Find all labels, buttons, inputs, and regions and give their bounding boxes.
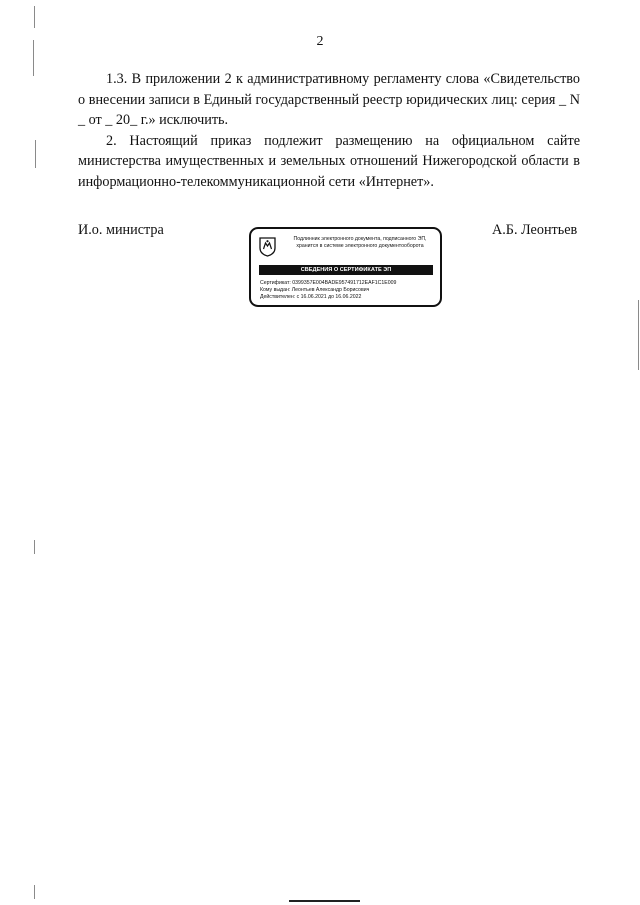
signer-role: И.о. министра <box>78 222 164 238</box>
page-number: 2 <box>316 34 324 49</box>
stamp-valid-label: Действителен: <box>260 294 296 300</box>
scan-artifact <box>33 40 34 76</box>
electronic-signature-stamp <box>249 227 442 307</box>
scan-artifact <box>34 6 35 28</box>
stamp-header-line: хранится в системе электронного документооборота <box>296 243 424 249</box>
signer-name: А.Б. Леонтьев <box>492 222 578 238</box>
scan-artifact <box>34 885 35 899</box>
stamp-issued-to-row <box>260 287 436 294</box>
stamp-header-line: Подлинник электронного документа, подписанного ЭП, <box>293 236 427 242</box>
coat-of-arms-icon <box>259 237 276 257</box>
stamp-header <box>281 236 439 250</box>
stamp-valid-row <box>260 294 436 301</box>
stamp-certificate-bar: СВЕДЕНИЯ О СЕРТИФИКАТЕ ЭП <box>259 265 433 275</box>
scan-artifact <box>34 540 35 554</box>
scan-artifact <box>638 300 639 370</box>
stamp-issued-to-label: Кому выдан: <box>260 287 291 293</box>
bottom-edge-line <box>289 900 360 902</box>
stamp-certificate-label: Сертификат: <box>260 280 291 286</box>
document-body <box>78 69 580 192</box>
stamp-details <box>260 280 436 301</box>
stamp-issued-to-value: Леонтьев Александр Борисович <box>291 287 370 293</box>
paragraph-2: 2. Настоящий приказ подлежит размещению на официальном сайте министерства имущественных и земельных отношений Нижегородской области в информационно-телекоммуникационной сети «Интернет». <box>78 132 580 190</box>
scan-artifact <box>35 140 36 168</box>
stamp-certificate-row <box>260 280 436 287</box>
stamp-certificate-value: 0399357E004BADE957491712EAF1C1E009 <box>292 280 397 286</box>
paragraph-1-3: 1.3. В приложении 2 к административному регламенту слова «Свидетельство о внесении записи в Единый государственный реестр юридических лиц: серия _ N _ от _ 20_ г.» исключить. <box>78 71 580 128</box>
stamp-valid-value: с 16.06.2021 до 16.06.2022 <box>296 294 362 300</box>
